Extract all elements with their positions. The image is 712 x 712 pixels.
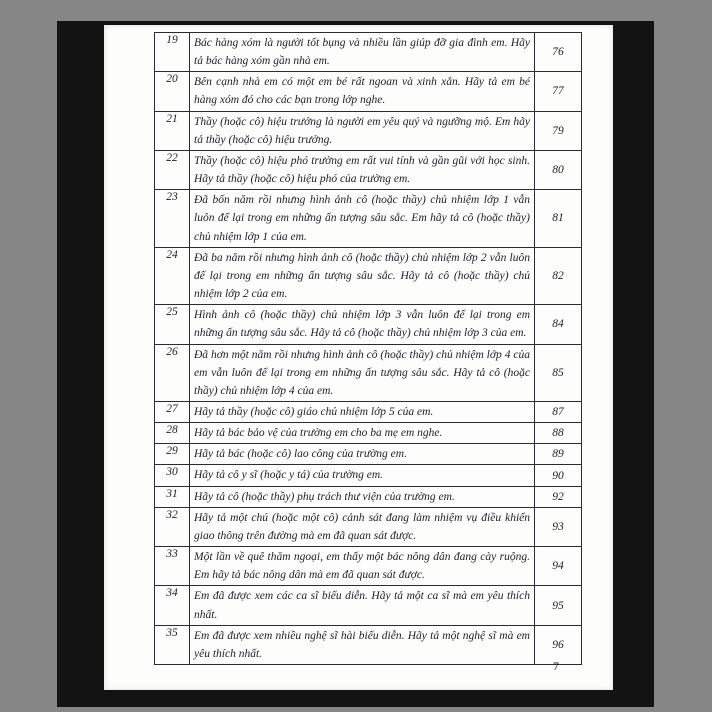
table-row bbox=[155, 423, 582, 444]
table-row bbox=[155, 111, 582, 150]
topic-cell: Em đã được xem các ca sĩ biểu diễn. Hãy tả một ca sĩ mà em yêu thích nhất. bbox=[190, 586, 535, 625]
row-number-cell: 26 bbox=[155, 344, 190, 401]
page-number-cell: 94 bbox=[535, 547, 582, 586]
table-row bbox=[155, 401, 582, 422]
page-number-cell: 95 bbox=[535, 586, 582, 625]
topic-cell: Thầy (hoặc cô) hiệu trưởng là người em yêu quý và ngưỡng mộ. Em hãy tả thầy (hoặc cô) hiệu trưởng. bbox=[190, 111, 535, 150]
table-row bbox=[155, 247, 582, 304]
topic-cell: Em đã được xem nhiều nghệ sĩ hài biểu diễn. Hãy tả một nghệ sĩ mà em yêu thích nhất. bbox=[190, 625, 535, 664]
topic-cell: Đã ba năm rồi nhưng hình ảnh cô (hoặc thầy) chủ nhiệm lớp 2 vẫn luôn để lại trong em những ấn tượng sâu sắc. Hãy tả cô (hoặc thầy) chủ nhiệm lớp 2 của em. bbox=[190, 247, 535, 304]
page-number-cell: 90 bbox=[535, 465, 582, 486]
topic-cell: Thầy (hoặc cô) hiệu phó trường em rất vui tính và gần gũi với học sinh. Hãy tả thầy (hoặc cô) hiệu phó của trường em. bbox=[190, 150, 535, 189]
page-number-cell: 80 bbox=[535, 150, 582, 189]
page-number-cell: 93 bbox=[535, 507, 582, 546]
book-page bbox=[104, 25, 613, 690]
page-number-cell: 76 bbox=[535, 33, 582, 72]
row-number-cell: 27 bbox=[155, 401, 190, 422]
topic-cell: Đã bốn năm rồi nhưng hình ảnh cô (hoặc thầy) chủ nhiệm lớp 1 vẫn luôn để lại trong em những ấn tượng sâu sắc. Em hãy tả cô (hoặc thầy) chủ nhiệm lớp 1 của em. bbox=[190, 190, 535, 247]
page-number-cell: 77 bbox=[535, 72, 582, 111]
table-row bbox=[155, 444, 582, 465]
table-row bbox=[155, 486, 582, 507]
page-number: 7 bbox=[553, 659, 559, 673]
row-number-cell: 34 bbox=[155, 586, 190, 625]
topic-cell: Hãy tả một chú (hoặc một cô) cảnh sát đang làm nhiệm vụ điều khiển giao thông trên đường mà em đã quan sát được. bbox=[190, 507, 535, 546]
table-row bbox=[155, 465, 582, 486]
page-number-cell: 84 bbox=[535, 305, 582, 344]
row-number-cell: 21 bbox=[155, 111, 190, 150]
contents-table bbox=[154, 32, 582, 665]
topic-cell: Hãy tả thầy (hoặc cô) giáo chủ nhiệm lớp 5 của em. bbox=[190, 401, 535, 422]
row-number-cell: 28 bbox=[155, 423, 190, 444]
table-row bbox=[155, 344, 582, 401]
topic-cell: Hình ảnh cô (hoặc thầy) chủ nhiệm lớp 3 vẫn luôn để lại trong em những ấn tượng sâu sắc. Hãy tả cô (hoặc thầy) chủ nhiệm lớp 3 của em. bbox=[190, 305, 535, 344]
table-row bbox=[155, 72, 582, 111]
row-number-cell: 31 bbox=[155, 486, 190, 507]
topic-cell: Đã hơn một năm rồi nhưng hình ảnh cô (hoặc thầy) chủ nhiệm lớp 4 của em vẫn luôn để lại trong em những ấn tượng sâu sắc. Hãy tả cô (hoặc thầy) chủ nhiệm lớp 4 của em. bbox=[190, 344, 535, 401]
topic-cell: Bác hàng xóm là người tốt bụng và nhiều lần giúp đỡ gia đình em. Hãy tả bác hàng xóm gần nhà em. bbox=[190, 33, 535, 72]
table-row bbox=[155, 586, 582, 625]
row-number-cell: 23 bbox=[155, 190, 190, 247]
table-row bbox=[155, 33, 582, 72]
row-number-cell: 19 bbox=[155, 33, 190, 72]
topic-cell: Một lần về quê thăm ngoại, em thấy một bác nông dân đang cày ruộng. Em hãy tả bác nông dân mà em đã quan sát được. bbox=[190, 547, 535, 586]
table-row bbox=[155, 150, 582, 189]
topic-cell: Hãy tả cô y sĩ (hoặc y tá) của trường em. bbox=[190, 465, 535, 486]
row-number-cell: 29 bbox=[155, 444, 190, 465]
page-number-cell: 88 bbox=[535, 423, 582, 444]
row-number-cell: 25 bbox=[155, 305, 190, 344]
topic-cell: Hãy tả bác (hoặc cô) lao công của trường em. bbox=[190, 444, 535, 465]
page-number-cell: 96 bbox=[535, 625, 582, 664]
table-row bbox=[155, 625, 582, 664]
table-row bbox=[155, 507, 582, 546]
page-number-cell: 82 bbox=[535, 247, 582, 304]
page-number-cell: 87 bbox=[535, 401, 582, 422]
topic-cell: Bên cạnh nhà em có một em bé rất ngoan và xinh xắn. Hãy tả em bé hàng xóm đó cho các bạn trong lớp nghe. bbox=[190, 72, 535, 111]
contents-table-body bbox=[155, 33, 582, 665]
row-number-cell: 22 bbox=[155, 150, 190, 189]
topic-cell: Hãy tả bác bảo vệ của trường em cho ba mẹ em nghe. bbox=[190, 423, 535, 444]
table-row bbox=[155, 547, 582, 586]
row-number-cell: 30 bbox=[155, 465, 190, 486]
topic-cell: Hãy tả cô (hoặc thầy) phụ trách thư viện của trường em. bbox=[190, 486, 535, 507]
page-number-cell: 85 bbox=[535, 344, 582, 401]
page-number-cell: 89 bbox=[535, 444, 582, 465]
table-row bbox=[155, 190, 582, 247]
table-row bbox=[155, 305, 582, 344]
row-number-cell: 32 bbox=[155, 507, 190, 546]
page-number-cell: 92 bbox=[535, 486, 582, 507]
page-number-cell: 81 bbox=[535, 190, 582, 247]
row-number-cell: 35 bbox=[155, 625, 190, 664]
page-number-cell: 79 bbox=[535, 111, 582, 150]
row-number-cell: 24 bbox=[155, 247, 190, 304]
row-number-cell: 20 bbox=[155, 72, 190, 111]
row-number-cell: 33 bbox=[155, 547, 190, 586]
book-backdrop bbox=[57, 21, 654, 707]
